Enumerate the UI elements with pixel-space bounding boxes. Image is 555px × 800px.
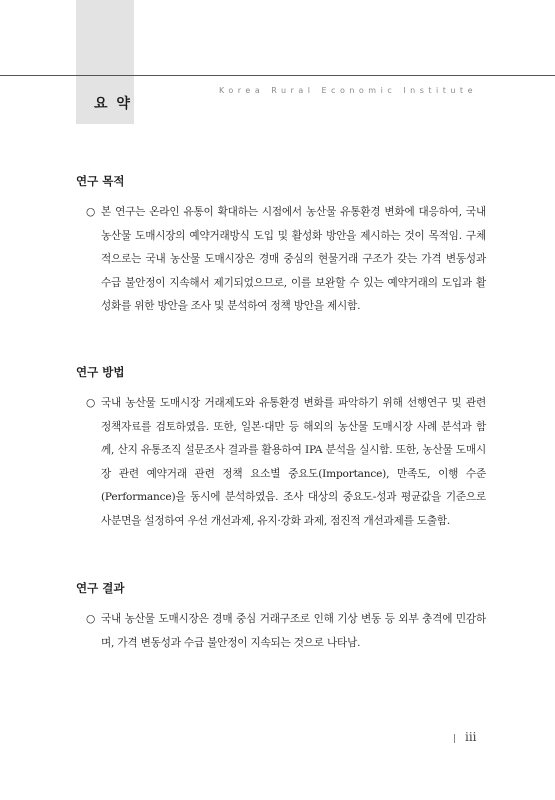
section-title-method: 연구 방법	[76, 365, 125, 379]
bullet-circle-icon: ○	[86, 397, 96, 409]
section-results	[76, 580, 486, 655]
section-title-purpose: 연구 목적	[76, 174, 125, 188]
page-number: iii	[465, 730, 477, 744]
bullet-circle-icon: ○	[86, 206, 96, 218]
footer-divider	[454, 734, 455, 743]
section-paragraph-method	[76, 392, 486, 533]
bullet-circle-icon: ○	[86, 613, 96, 625]
section-paragraph-purpose	[76, 201, 486, 319]
header-rule	[0, 75, 555, 76]
page-title: 요 약	[94, 96, 132, 112]
section-paragraph-results	[76, 608, 486, 655]
section-method	[76, 364, 486, 533]
paragraph-text: 본 연구는 온라인 유통이 확대하는 시점에서 농산물 유통환경 변화에 대응하여, 국내 농산물 도매시장의 예약거래방식 도입 및 활성화 방안을 제시하는 것이 목적임. 구체적으로는 국내 농산물 도매시장은 경매 중심의 현물거래 구조가 갖는 가격 변동성과 수급 불안정이 지속해서 제기되었으므로, 이를 보완할 수 있는 예약거래의 도입과 활성화를 위한 방안을 조사 및 분석하여 정책 방안을 제시함.	[101, 206, 486, 312]
paragraph-text: 국내 농산물 도매시장은 경매 중심 거래구조로 인해 기상 변동 등 외부 충격에 민감하며, 가격 변동성과 수급 불안정이 지속되는 것으로 나타남.	[101, 613, 486, 649]
section-title-results: 연구 결과	[76, 581, 125, 595]
section-purpose	[76, 173, 486, 319]
paragraph-text: 국내 농산물 도매시장 거래제도와 유통환경 변화를 파악하기 위해 선행연구 및 관련 정책자료를 검토하였음. 또한, 일본·대만 등 해외의 농산물 도매시장 사례 분석과 함께, 산지 유통조직 설문조사 결과를 활용하여 IPA 분석을 실시함. 또한, 농산물 도매시장 관련 예약거래 관련 정책 요소별 중요도(Importance), 만족도, 이행 수준(Performance)을 동시에 분석하였음. 조사 대상의 중요도-성과 평균값을 기준으로 사분면을 설정하여 우선 개선과제, 유지·강화 과제, 점진적 개선과제를 도출함.	[101, 397, 486, 527]
institute-name: Korea Rural Economic Institute	[219, 86, 477, 95]
